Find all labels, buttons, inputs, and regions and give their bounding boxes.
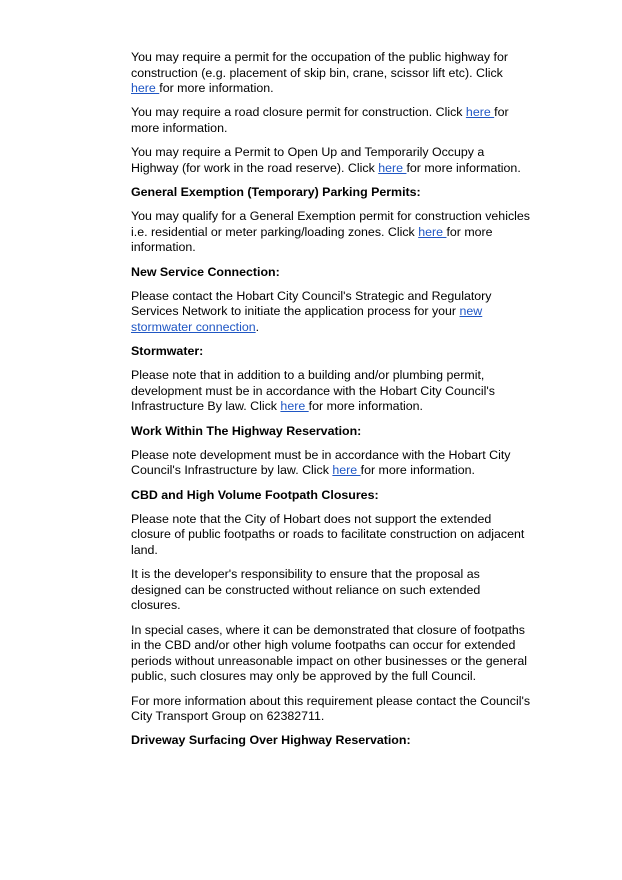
infrastructure-bylaw-link[interactable]: here bbox=[332, 463, 361, 478]
paragraph-text: Please note development must be in accordance with the Hobart City Council's Infrastructure by law. Click bbox=[131, 447, 511, 478]
stormwater-connection-link[interactable]: new stormwater connection bbox=[131, 304, 483, 334]
paragraph-open-up-highway-permit bbox=[131, 145, 531, 176]
paragraph-text: Please note that in addition to a building and/or plumbing permit, development must be in accordance with the Hobart City Council's Infrastructure By law. Click bbox=[131, 368, 495, 414]
paragraph-text: for more information. bbox=[308, 399, 423, 414]
paragraph-text: Please contact the Hobart City Council's Strategic and Regulatory Services Network to initiate the application process for your bbox=[131, 288, 492, 319]
paragraph-contact-info: For more information about this requirement please contact the Council's City Transport Group on 62382711. bbox=[131, 693, 531, 724]
general-exemption-link[interactable]: here bbox=[418, 224, 447, 239]
paragraph-text: for more information. bbox=[406, 160, 521, 175]
paragraph-text: You may require a Permit to Open Up and Temporarily Occupy a Highway (for work in the road reserve). Click bbox=[131, 145, 485, 175]
paragraph-text: for more information. bbox=[159, 81, 274, 96]
paragraph-road-closure-permit bbox=[131, 105, 531, 136]
open-up-highway-permit-link[interactable]: here bbox=[378, 160, 407, 175]
paragraph-general-exemption bbox=[131, 209, 531, 256]
heading-new-service-connection: New Service Connection: bbox=[131, 264, 280, 279]
paragraph-new-service-connection bbox=[131, 289, 531, 336]
heading-cbd-footpath-closures: CBD and High Volume Footpath Closures: bbox=[131, 487, 379, 502]
heading-stormwater: Stormwater: bbox=[131, 344, 204, 359]
paragraph-highway-reservation bbox=[131, 448, 531, 479]
document-page bbox=[131, 50, 531, 757]
paragraph-text: for more information. bbox=[131, 224, 493, 255]
heading-highway-reservation: Work Within The Highway Reservation: bbox=[131, 423, 362, 438]
paragraph-special-cases: In special cases, where it can be demonstrated that closure of footpaths in the CBD and/or other high volume footpaths can occur for extended periods without unreasonable impact on other businesses or the general public, such closures may only be approved by the full Council. bbox=[131, 622, 528, 684]
heading-general-exemption: General Exemption (Temporary) Parking Permits: bbox=[131, 184, 421, 199]
paragraph-cbd-closures-policy: Please note that the City of Hobart does not support the extended closure of public footpaths or roads to facilitate construction on adjacent land. bbox=[131, 511, 525, 557]
highway-occupation-permit-link[interactable]: here bbox=[131, 81, 160, 96]
paragraph-text: for more information. bbox=[360, 463, 475, 478]
paragraph-text: You may require a road closure permit for construction. Click bbox=[131, 105, 466, 120]
paragraph-text: You may require a permit for the occupation of the public highway for construction (e.g. placement of skip bin, crane, scissor lift etc). Click bbox=[131, 50, 508, 80]
road-closure-permit-link[interactable]: here bbox=[465, 105, 495, 120]
paragraph-text: You may qualify for a General Exemption permit for construction vehicles i.e. residential or meter parking/loading zones. Click bbox=[131, 209, 530, 239]
paragraph-text: . bbox=[255, 319, 260, 334]
heading-driveway-surfacing: Driveway Surfacing Over Highway Reservation: bbox=[131, 733, 411, 748]
paragraph-highway-occupation-permit bbox=[131, 50, 531, 97]
stormwater-bylaw-link[interactable]: here bbox=[280, 399, 309, 414]
paragraph-text: for more information. bbox=[131, 105, 509, 135]
paragraph-stormwater bbox=[131, 368, 531, 415]
paragraph-developer-responsibility: It is the developer's responsibility to ensure that the proposal as designed can be constructed without reliance on such extended closures. bbox=[131, 567, 481, 613]
